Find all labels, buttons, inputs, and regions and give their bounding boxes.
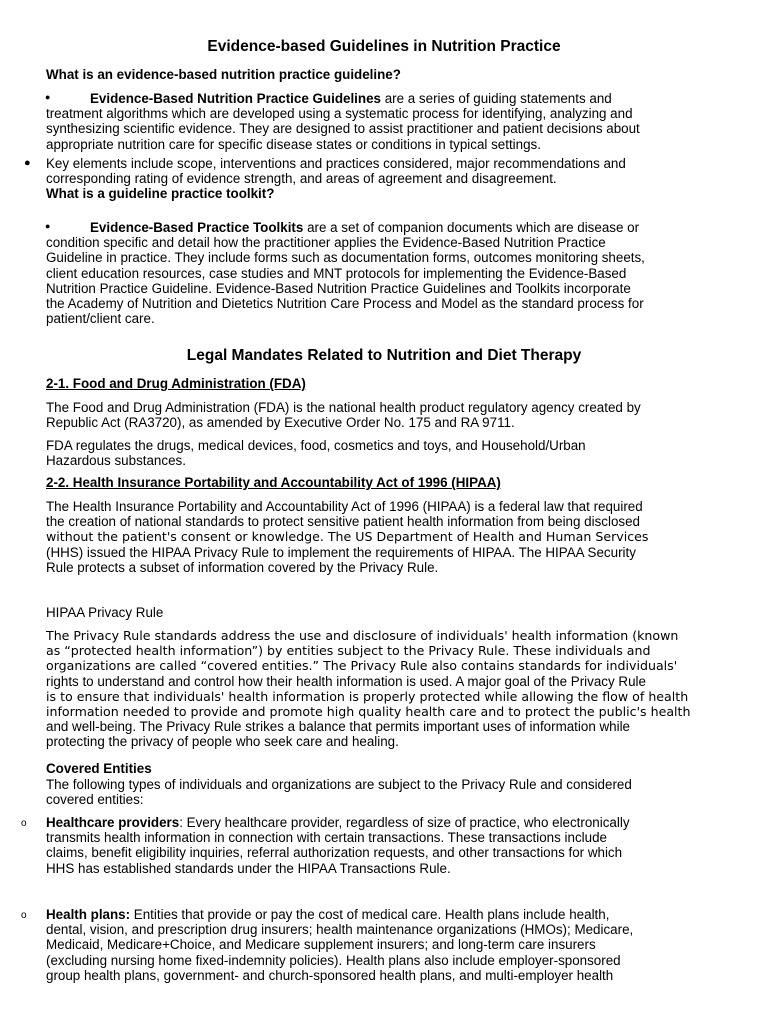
page-title: Evidence-based Guidelines in Nutrition Practice [207,38,561,55]
paragraph-key-elements: ● Key elements include scope, interventions and practices considered, major recommendations and corresponding rating of evidence strength, and areas of agreement and disagreement. What is a guideline practice toolkit? [46,156,724,202]
bullet-open: o [21,910,27,921]
heading-fda: 2-1. Food and Drug Administration (FDA) [46,376,306,391]
paragraph-covered-entities: The following types of individuals and organizations are subject to the Privacy Rule and considered covered entities: [46,777,632,808]
bullet-filled: ● [45,92,51,102]
question-guideline: What is an evidence-based nutrition practice guideline? [46,67,401,82]
bullet-filled: ● [45,221,51,231]
heading-covered-entities: Covered Entities [46,761,152,776]
paragraph-toolkits: ● Evidence-Based Practice Toolkits are a set of companion documents which are disease or condition specific and detail how the practitioner applies the Evidence-Based Nutrition Practice Guideline in practice. They include forms such as documentation forms, outcomes monitoring sheets, client education resources, case studies and MNT protocols for implementing the Evidence-Based Nutrition Practice Guideline. Evidence-Based Nutrition Practice Guidelines and Toolkits incorporate the Academy of Nutrition and Dietetics Nutrition Care Process and Model as the standard process for patient/client care. [45,220,645,327]
list-item-healthcare-providers: o Healthcare providers: Every healthcare provider, regardless of size of practice, who electronically transmits health information in connection with certain transactions. These transactions include claims, benefit eligibility inquiries, referral authorization requests, and other transactions for which HHS has established standards under the HIPAA Transactions Rule. [21,815,630,876]
paragraph-fda-2: FDA regulates the drugs, medical devices, food, cosmetics and toys, and Household/Urban Hazardous substances. [46,438,586,469]
heading-privacy-rule: HIPAA Privacy Rule [46,605,164,620]
heading-hipaa: 2-2. Health Insurance Portability and Accountability Act of 1996 (HIPAA) [46,475,501,490]
bullet-filled: ● [24,157,31,169]
bullet-open: o [21,818,27,829]
list-item-health-plans: o Health plans: Entities that provide or pay the cost of medical care. Health plans include health, dental, vision, and prescription drug insurers; health maintenance organizations (HMOs); Medicare, Medicaid, Medicare+Choice, and Medicare supplement insurers; and long-term care insurers (excluding nursing home fixed-indemnity policies). Health plans also include employer-sponsored group health plans, government- and church-sponsored health plans, and multi-employer health [21,907,634,983]
paragraph-privacy-rule: The Privacy Rule standards address the use and disclosure of individuals' health information (known as “protected health information”) by entities subject to the Privacy Rule. These individuals and organizations are called “covered entities.” The Privacy Rule also contains standards for individuals' rights to understand and control how their health information is used. A major goal of the Privacy Rule is to ensure that individuals' health information is properly protected while allowing the flow of health information needed to provide and promote high quality health care and to protect the public's health and well-being. The Privacy Rule strikes a balance that permits important uses of information while protecting the privacy of people who seek care and healing. [46,628,691,750]
section-title-legal: Legal Mandates Related to Nutrition and Diet Therapy [186,347,582,364]
paragraph-hipaa: The Health Insurance Portability and Accountability Act of 1996 (HIPAA) is a federal law that required the creation of national standards to protect sensitive patient health information from being disclosed without the patient's consent or knowledge. The US Department of Health and Human Services (HHS) issued the HIPAA Privacy Rule to implement the requirements of HIPAA. The HIPAA Security Rule protects a subset of information covered by the Privacy Rule. [46,499,649,575]
paragraph-ebnpg: ● Evidence-Based Nutrition Practice Guidelines are a series of guiding statements and treatment algorithms which are developed using a systematic process for identifying, analyzing and synthesizing scientific evidence. They are designed to assist practitioner and patient decisions about appropriate nutrition care for specific disease states or conditions in typical settings. [45,91,640,152]
question-toolkit: What is a guideline practice toolkit? [46,186,275,202]
paragraph-fda-1: The Food and Drug Administration (FDA) is the national health product regulatory agency created by Republic Act (RA3720), as amended by Executive Order No. 175 and RA 9711. [46,400,641,431]
